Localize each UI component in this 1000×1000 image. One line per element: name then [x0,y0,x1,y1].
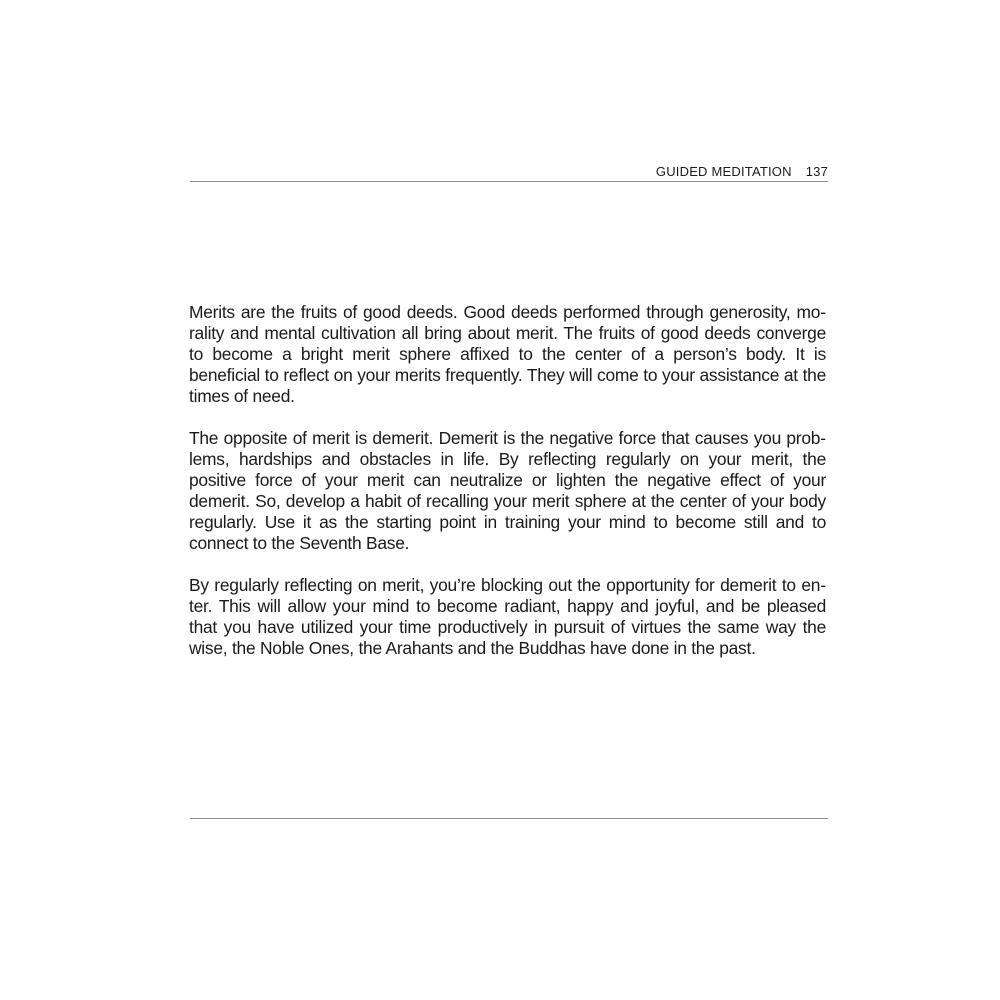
paragraph-reflecting: By regularly reflecting on merit, you’re blocking out the opportunity for demerit to enter. This will allow your mind to become radiant, happy and joyful, and be pleased that you have utilized your time productively in pursuit of virtues the same way the wise, the Noble Ones, the Arahants and the Buddhas have done in the past. [189,575,826,658]
paragraph-merits: Merits are the fruits of good deeds. Good deeds performed through generosity, morality and mental cultivation all bring about merit. The fruits of good deeds converge to become a bright merit sphere affixed to the center of a person’s body. It is beneficial to reflect on your merits frequently. They will come to your assistance at the times of need. [189,302,826,406]
body-text [189,302,826,680]
running-header [190,164,828,182]
paragraph-demerit: The opposite of merit is demerit. Demerit is the negative force that causes you problems, hardships and obstacles in life. By reflecting regularly on your merit, the positive force of your merit can neutralize or lighten the negative effect of your demerit. So, develop a habit of recalling your merit sphere at the center of your body regularly. Use it as the starting point in training your mind to become still and to connect to the Seventh Base. [189,428,826,553]
section-title: GUIDED MEDITATION [655,164,792,179]
bottom-rule [190,818,828,819]
page-number: 137 [805,164,828,179]
